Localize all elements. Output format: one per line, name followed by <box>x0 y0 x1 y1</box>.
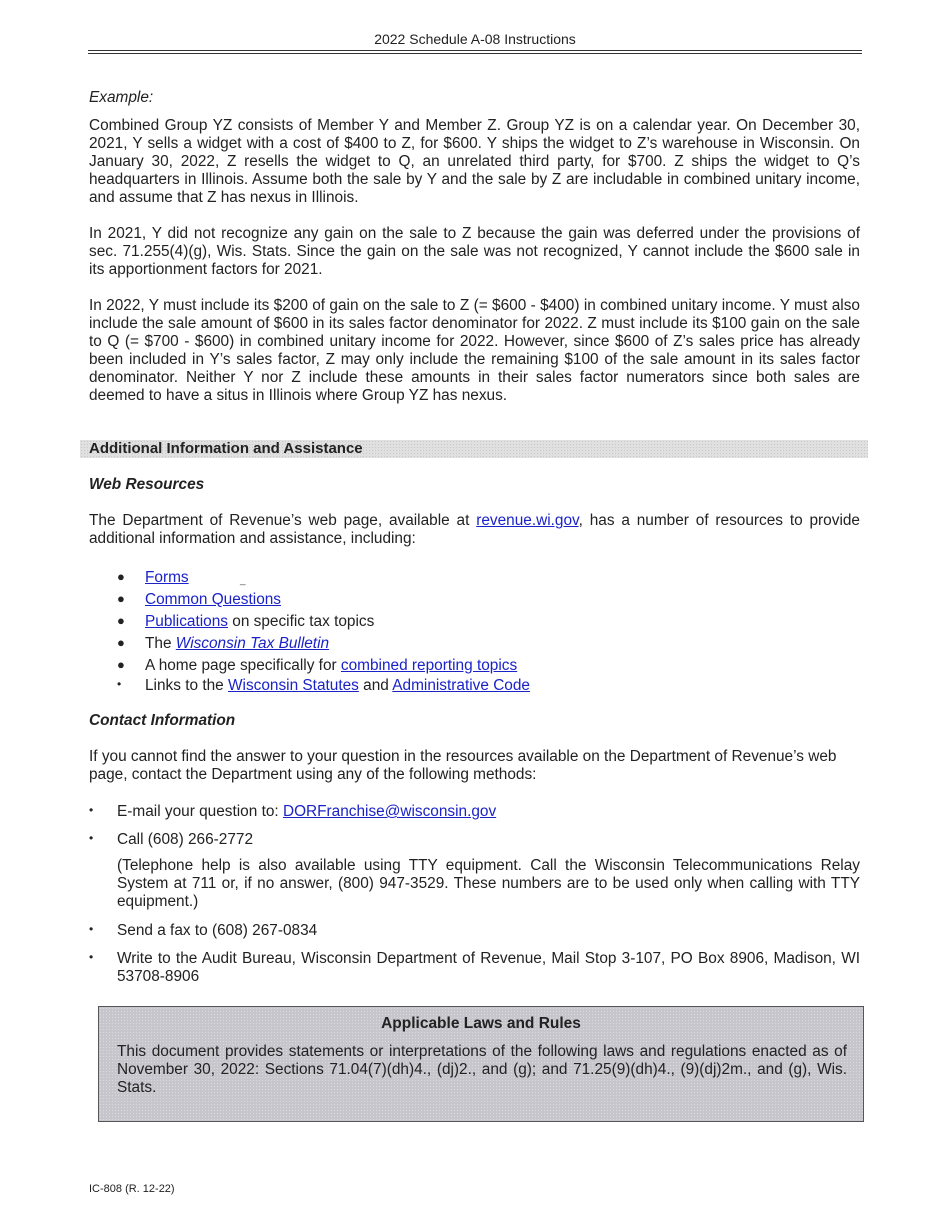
page-header: 2022 Schedule A-08 Instructions <box>88 31 862 51</box>
resource-item-publications <box>145 613 374 631</box>
publications-link[interactable]: Publications <box>145 613 228 630</box>
web-resources-heading: Web Resources <box>89 476 205 493</box>
bullet-icon: ● <box>117 635 125 650</box>
bullet-icon: ● <box>117 569 125 584</box>
bullet-icon: • <box>89 831 94 845</box>
example-paragraph-3: In 2022, Y must include its $200 of gain on the sale to Z (= $600 - $400) in combined unitary income. Y must also include the sale amount of $600 in its sales factor denominator for 2022. Z must include its $100 gain on the sale to Q (= $700 - $600) in combined unitary income for 2022. However, since $600 of Z’s sales price has already been included in Y’s sales factor, Z may only include the remaining $100 of the sale amount in its sales factor denominator. Neither Y nor Z include these amounts in their sales factor numerators since both sales are deemed to have a situs in Illinois where Group YZ has nexus. <box>89 297 860 404</box>
applicable-laws-body: This document provides statements or interpretations of the following laws and regulations enacted as of November 30, 2022: Sections 71.04(7)(dh)4., (dj)2., and (g); and 71.25(9)(dh)4., (9)(dj)2m., and (g), Wis. Stats. <box>117 1043 847 1096</box>
section-heading: Additional Information and Assistance <box>89 440 363 457</box>
applicable-laws-box <box>98 1006 864 1122</box>
bulletin-prefix: The <box>145 635 176 652</box>
stray-mark: _ <box>240 575 246 586</box>
applicable-laws-title: Applicable Laws and Rules <box>381 1015 581 1032</box>
resource-item-statutes <box>145 677 530 695</box>
web-intro-text-before: The Department of Revenue’s web page, available at <box>89 512 477 529</box>
revenue-website-link[interactable]: revenue.wi.gov <box>476 512 579 529</box>
bullet-icon: • <box>89 803 94 817</box>
combined-prefix: A home page specifically for <box>145 657 341 674</box>
contact-phone: Call (608) 266-2772 <box>117 831 254 848</box>
example-paragraph-2: In 2021, Y did not recognize any gain on the sale to Z because the gain was deferred under the provisions of sec. 71.255(4)(g), Wis. Stats. Since the gain on the sale was not recognized, Y cannot include the $600 sale in its apportionment factors for 2021. <box>89 225 860 278</box>
contact-information-heading: Contact Information <box>89 712 236 729</box>
wisconsin-statutes-link[interactable]: Wisconsin Statutes <box>228 677 359 694</box>
resource-item-bulletin <box>145 635 329 653</box>
contact-mail: Write to the Audit Bureau, Wisconsin Department of Revenue, Mail Stop 3-107, PO Box 8906, Madison, WI 53708-8906 <box>117 950 860 985</box>
tty-note: (Telephone help is also available using TTY equipment. Call the Wisconsin Telecommunications Relay System at 711 or, if no answer, (800) 947-3529. These numbers are to be used only when calling with TTY equipment.) <box>117 857 860 910</box>
bullet-icon: • <box>89 922 94 936</box>
tax-bulletin-link[interactable]: Wisconsin Tax Bulletin <box>175 635 330 652</box>
web-resources-intro <box>89 512 860 548</box>
common-questions-link[interactable]: Common Questions <box>145 591 282 608</box>
links-and: and <box>358 677 393 694</box>
contact-intro: If you cannot find the answer to your question in the resources available on the Department of Revenue’s web page, contact the Department using any of the following methods: <box>89 748 837 783</box>
resource-item-common-questions <box>145 591 281 609</box>
example-paragraph-1: Combined Group YZ consists of Member Y and Member Z. Group YZ is on a calendar year. On December 30, 2021, Y sells a widget with a cost of $400 to Z, for $600. Y ships the widget to Z’s warehouse in Wisconsin. On January 30, 2022, Z resells the widget to Q, an unrelated third party, for $700. Z ships the widget to Q’s headquarters in Illinois. Assume both the sale by Y and the sale by Z are includable in combined unitary income, and assume that Z has nexus in Illinois. <box>89 117 860 206</box>
forms-link[interactable]: Forms <box>145 569 189 586</box>
links-prefix: Links to the <box>145 677 228 694</box>
bullet-icon: ● <box>117 613 125 628</box>
resource-item-combined-reporting <box>145 657 517 675</box>
combined-reporting-link[interactable]: combined reporting topics <box>340 657 518 674</box>
example-label: Example: <box>89 89 154 106</box>
administrative-code-link[interactable]: Administrative Code <box>392 677 530 694</box>
section-heading-bar <box>80 440 868 458</box>
resource-item-forms <box>145 569 189 587</box>
publications-suffix: on specific tax topics <box>228 613 375 630</box>
web-intro-text-after: , has a number of resources to provide additional information and assistance, including: <box>89 512 860 547</box>
bullet-icon: ● <box>117 591 125 606</box>
bullet-icon: • <box>117 677 122 691</box>
contact-fax: Send a fax to (608) 267-0834 <box>117 922 318 939</box>
form-identifier: IC-808 (R. 12-22) <box>89 1183 175 1195</box>
email-link[interactable]: DORFranchise@wisconsin.gov <box>282 803 497 820</box>
email-prefix: E-mail your question to: <box>117 803 283 820</box>
contact-email <box>117 803 860 821</box>
bullet-icon: • <box>89 950 94 964</box>
bullet-icon: ● <box>117 657 125 672</box>
